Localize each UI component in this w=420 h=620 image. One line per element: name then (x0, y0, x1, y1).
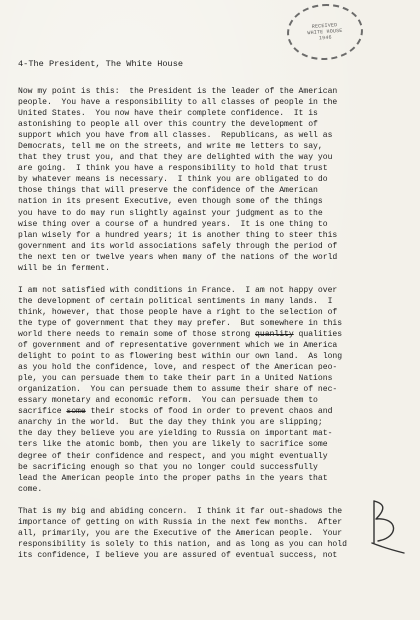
text-line: that they trust you, and that they are delighted with the way you (18, 153, 333, 163)
text-line: government and its world associations safely through the period of (18, 241, 338, 251)
text-line: lead the American people into the proper paths in the years that (18, 473, 328, 483)
text-line: wise thing over a course of a hundred years. It is one thing to (18, 219, 328, 229)
text-line: as you hold the confidence, love, and respect of the American peo- (18, 363, 338, 373)
text-line: Democrats, tell me on the streets, and write me letters to say, (18, 142, 323, 152)
letter-paragraph (18, 86, 416, 274)
text-line: nation in its present Executive, even though some of the things (18, 197, 323, 207)
text-line: degree of their confidence and respect, and you might eventually (18, 451, 328, 461)
text-line: think, however, that those people have a right to the selection of (18, 307, 338, 317)
text-line: world there needs to remain some of those strong quanlity qualities (18, 329, 343, 339)
struck-word: some (66, 407, 86, 417)
text-line: will be in ferment. (18, 263, 110, 273)
stamp-line: WHITE HOUSE (307, 27, 343, 37)
letter-paragraph (18, 506, 416, 561)
stamp-line: 1946 (318, 34, 333, 42)
text-line: United States. You now have their complete confidence. It is (18, 109, 318, 119)
text-line: the next ten or twelve years when many of the nations of the world (18, 252, 338, 262)
text-line: you have to do may run slightly against your judgment as to the (18, 208, 323, 218)
stamp-line: RECEIVED (311, 22, 338, 30)
text-line: delight to point to as flowering best within our own land. As long (18, 352, 343, 362)
letter-paragraph (18, 285, 416, 495)
text-line: all, primarily, you are the Executive of the American people. Your (18, 528, 343, 538)
text-line: organization. You can persuade them to assume their share of nec- (18, 385, 338, 395)
text-line: come. (18, 484, 43, 494)
text-line: the day they believe you are yielding to Russia on important mat- (18, 429, 333, 439)
text-line: people. You have a responsibility to all classes of people in the (18, 98, 338, 108)
text-line: essary monetary and economic reform. You can persuade them to (18, 396, 318, 406)
text-line: That is my big and abiding concern. I think it far out-shadows the (18, 506, 343, 516)
text-line: its confidence, I believe you are assured of eventual success, not (18, 550, 338, 560)
handwritten-b-mark (368, 497, 408, 557)
text-line: be sacrificing enough so that you no longer could successfully (18, 462, 318, 472)
page-header: 4-The President, The White House (18, 59, 184, 69)
letter-body (18, 86, 416, 572)
text-line: support which you have from all classes. Republicans, as well as (18, 131, 333, 141)
struck-word: quanlity (255, 329, 294, 339)
received-stamp (285, 1, 365, 62)
text-line: importance of getting on with Russia in the next few months. After (18, 517, 343, 527)
text-line: plan wisely for a hundred years; it is another thing to steer this (18, 230, 338, 240)
text-line: the development of certain political sentiments in many lands. I (18, 296, 333, 306)
text-line: I am not satisfied with conditions in France. I am not happy over (18, 285, 338, 295)
text-line: anarchy in the world. But the day they think you are slipping; (18, 418, 323, 428)
text-line: those things that will preserve the confidence of the American (18, 186, 318, 196)
text-line: ters like the atomic bomb, then you are likely to sacrifice some (18, 440, 328, 450)
text-line: astonishing to people all over this country the development of (18, 120, 318, 130)
text-line: by whatever means is necessary. I think you are obligated to do (18, 175, 328, 185)
text-line: the type of government that they may prefer. But somewhere in this (18, 318, 343, 328)
text-line: responsibility is solely to this nation, and as long as you can hold (18, 539, 347, 549)
text-line: Now my point is this: the President is the leader of the American (18, 87, 338, 96)
text-line: are going. I think you have a responsibility to hold that trust (18, 164, 328, 174)
text-line: sacrifice some their stocks of food in order to prevent chaos and (18, 407, 333, 417)
text-line: ple, you can persuade them to take their part in a United Nations (18, 374, 333, 384)
text-line: of government and of representative government which we in America (18, 341, 338, 351)
